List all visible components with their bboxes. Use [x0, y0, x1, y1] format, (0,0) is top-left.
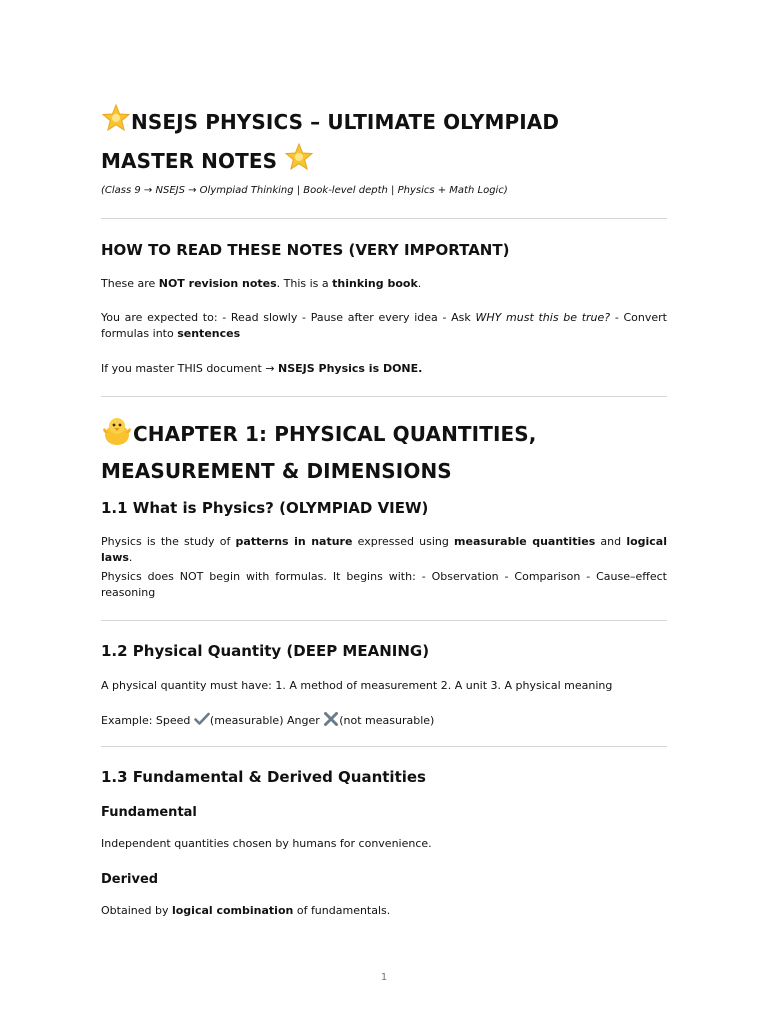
section-1-3-heading: 1.3 Fundamental & Derived Quantities	[101, 768, 426, 786]
fundamental-text: Independent quantities chosen by humans for convenience.	[101, 837, 432, 850]
derived-heading: Derived	[101, 872, 159, 887]
how-to-read-paragraph-2: You are expected to: - Read slowly - Pause after every idea - Ask WHY must this be true? - Convert formulas into sentences	[101, 311, 667, 340]
chapter-1-title	[101, 416, 667, 487]
star-emoji-icon	[101, 103, 131, 142]
divider	[101, 396, 667, 397]
chapter-1-title-line-2: MEASUREMENT & DIMENSIONS	[101, 459, 452, 483]
section-1-1-paragraph-2: Physics does NOT begin with formulas. It begins with: - Observation - Comparison - Cause–effect reasoning	[101, 570, 667, 599]
section-1-1-paragraph-1: Physics is the study of patterns in nature expressed using measurable quantities and logical laws.	[101, 535, 667, 564]
how-to-read-paragraph-3: If you master THIS document → NSEJS Physics is DONE.	[101, 362, 423, 375]
chick-emoji-icon	[101, 416, 133, 455]
derived-text: Obtained by logical combination of fundamentals.	[101, 904, 391, 917]
section-1-2-paragraph-1: A physical quantity must have: 1. A method of measurement 2. A unit 3. A physical meaning	[101, 679, 613, 692]
divider	[101, 620, 667, 621]
subtitle: (Class 9 → NSEJS → Olympiad Thinking | Book-level depth | Physics + Math Logic)	[101, 185, 508, 196]
title-line-2: MASTER NOTES	[101, 149, 278, 173]
page-number: 1	[380, 972, 388, 983]
divider	[101, 218, 667, 219]
check-mark-icon	[194, 712, 210, 731]
fundamental-heading: Fundamental	[101, 805, 197, 820]
section-1-2-example: Example: Speed (measurable) Anger (not measurable)	[101, 712, 667, 731]
divider	[101, 746, 667, 747]
how-to-read-heading: HOW TO READ THESE NOTES (VERY IMPORTANT)	[101, 241, 510, 259]
document-title	[101, 103, 667, 181]
section-1-2-heading: 1.2 Physical Quantity (DEEP MEANING)	[101, 642, 430, 660]
cross-mark-icon	[323, 712, 339, 731]
section-1-1-heading: 1.1 What is Physics? (OLYMPIAD VIEW)	[101, 499, 429, 517]
title-line-1: NSEJS PHYSICS – ULTIMATE OLYMPIAD	[131, 110, 560, 134]
chapter-1-title-line-1: CHAPTER 1: PHYSICAL QUANTITIES,	[133, 422, 537, 446]
how-to-read-paragraph-1: These are NOT revision notes. This is a thinking book.	[101, 277, 422, 290]
star-emoji-icon	[284, 142, 314, 181]
